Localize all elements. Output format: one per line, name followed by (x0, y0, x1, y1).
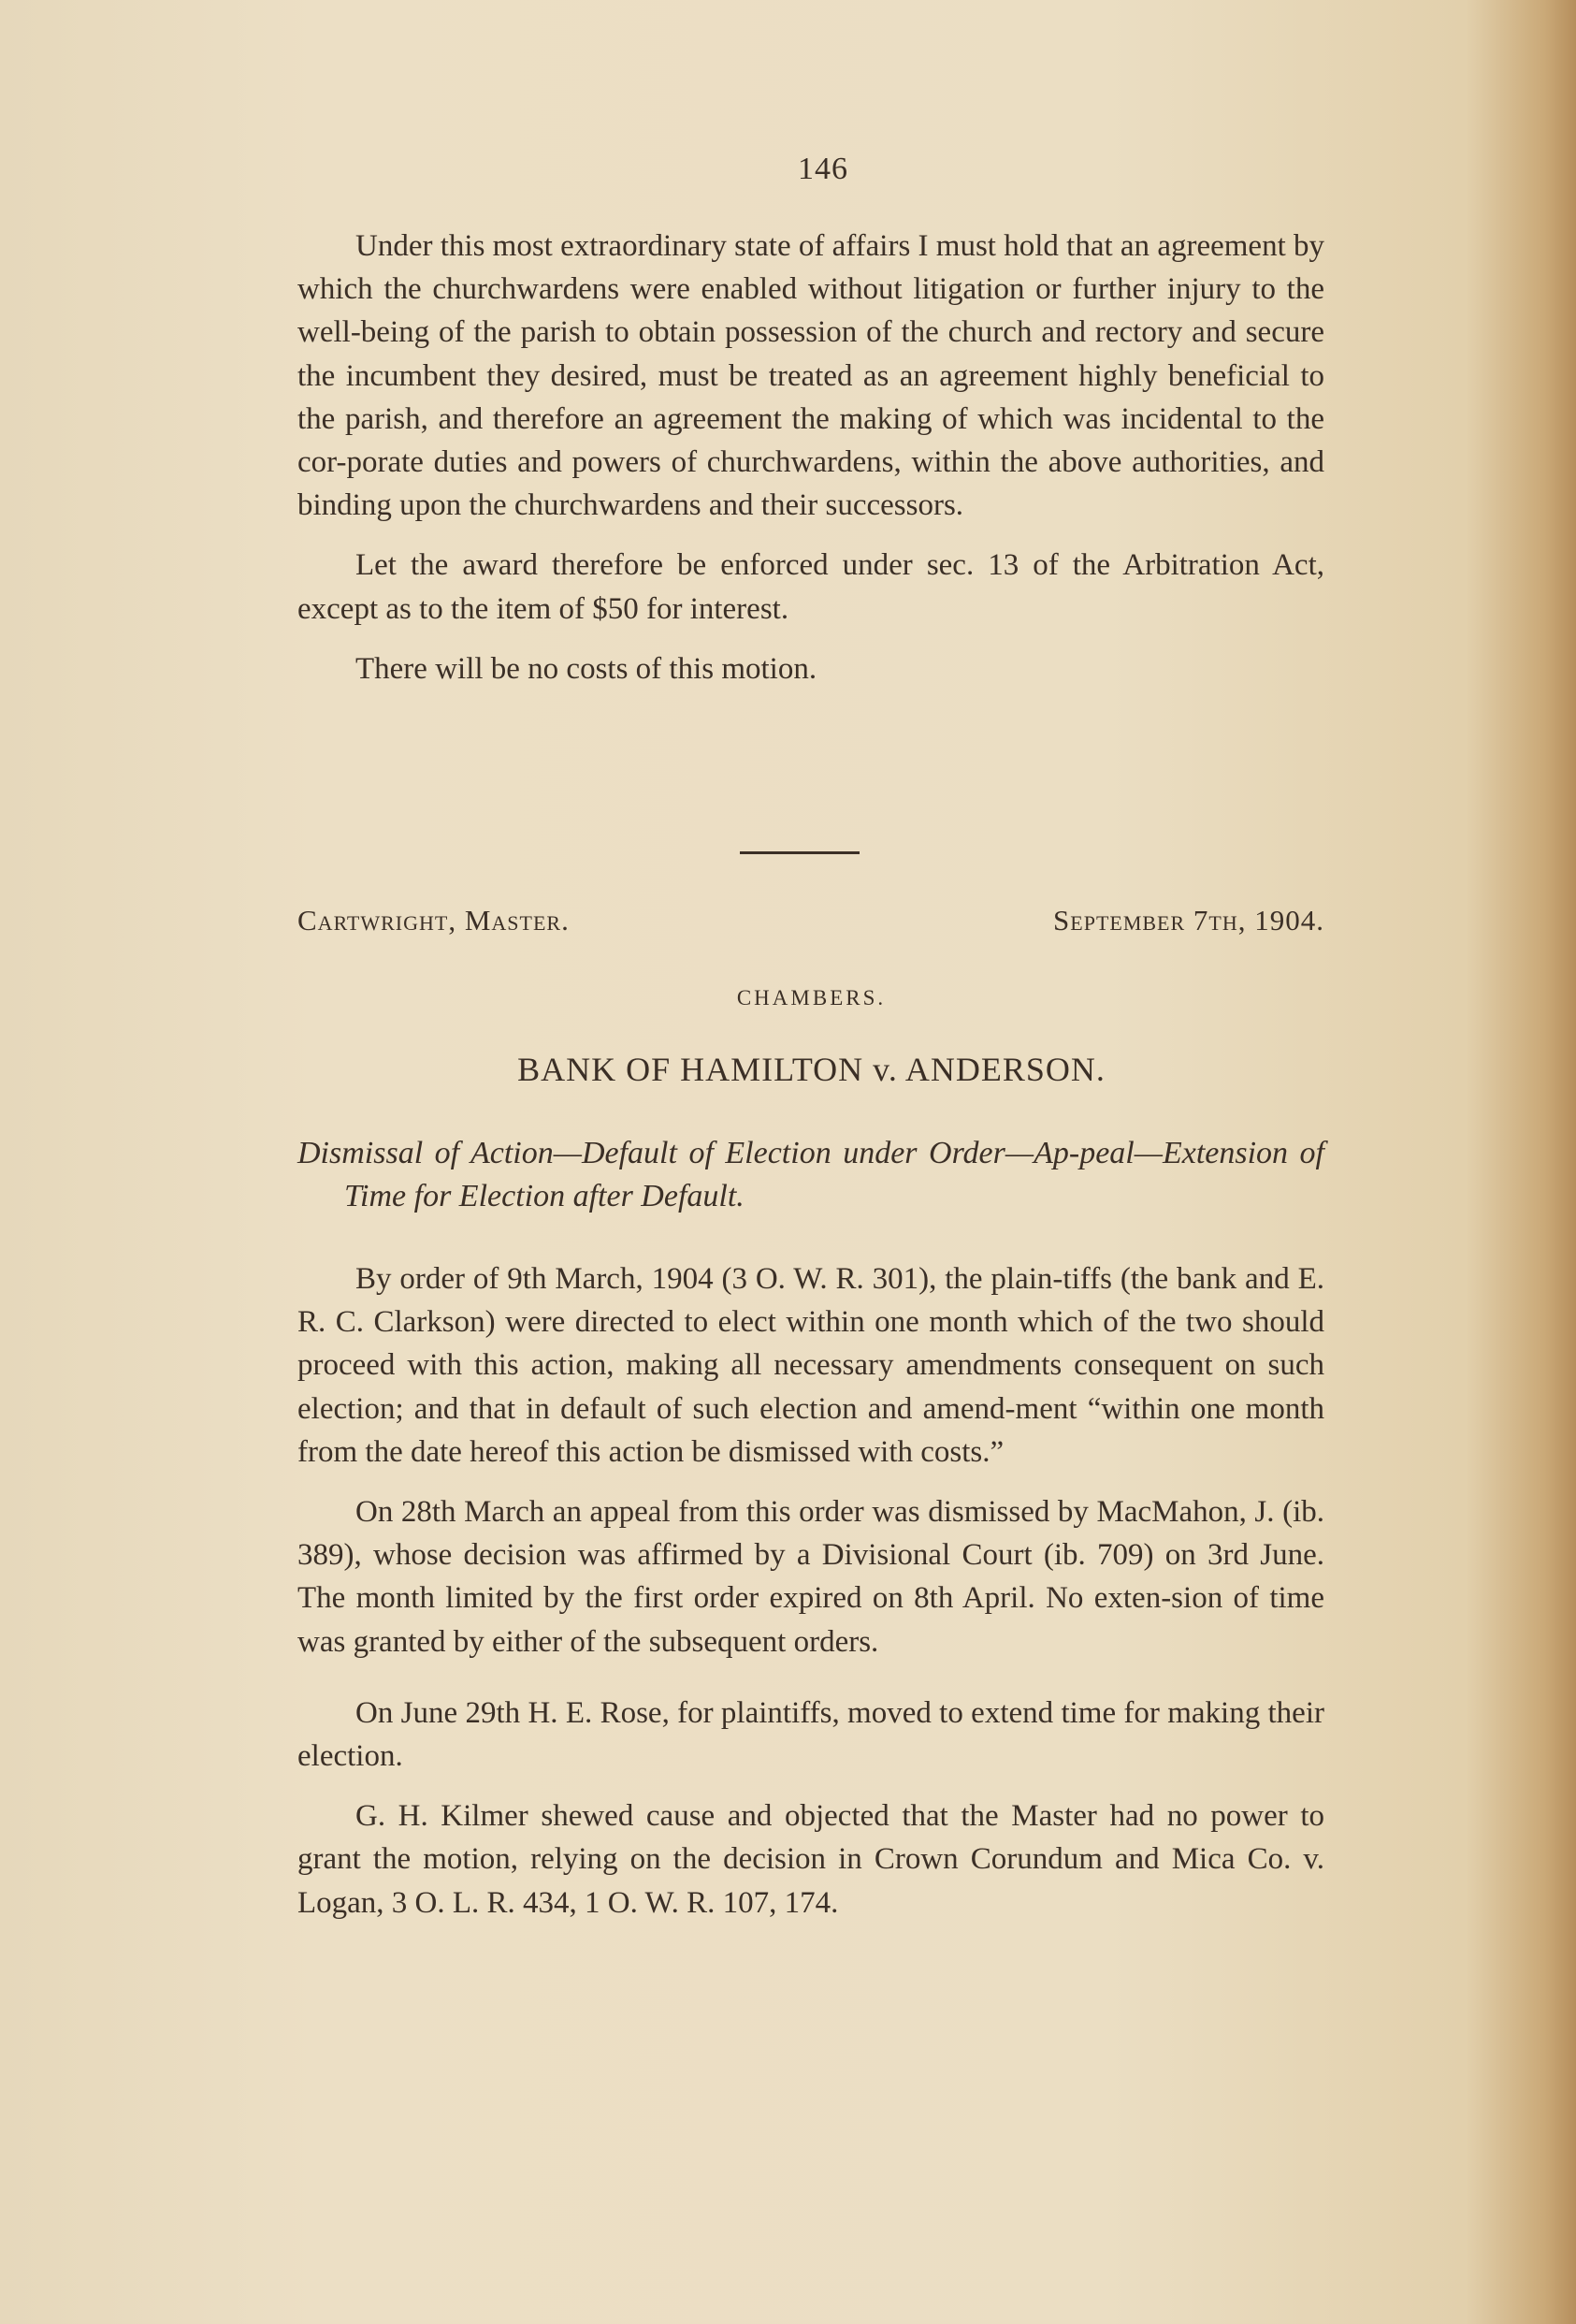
paragraph-appeal: On 28th March an appeal from this order was dismissed by MacMahon, J. (ib. 389), whose decision was affirmed by a Divisional Court (ib. 709) on 3rd June. The month limited by the first order expired on 8th April. No exten-sion of time was granted by either of the subsequent orders. (297, 1495, 1324, 1659)
headnote: Dismissal of Action—Default of Election under Order—Ap-peal—Extension of Time for Election after Default. (297, 1136, 1324, 1213)
section-divider (740, 851, 860, 854)
page-number: 146 (798, 152, 848, 186)
paragraph-holding: Under this most extraordinary state of affairs I must hold that an agreement by which the churchwardens were enabled without litigation or further injury to the well-being of the parish to obtain possession of the church and rectory and secure the incumbent they desired, must be treated as an agreement highly beneficial to the parish, and therefore an agreement the making of which was incidental to the cor-porate duties and powers of churchwardens, within the above authorities, and binding upon the churchwardens and their successors. (297, 229, 1324, 523)
paragraph-order: Let the award therefore be enforced under sec. 13 of the Arbitration Act, except as to the item of $50 for interest. (297, 548, 1324, 626)
judgment-conclusion (297, 225, 1324, 690)
paragraph-costs: There will be no costs of this motion. (355, 651, 817, 686)
judge-name: Cartwright, Master. (297, 904, 570, 937)
court-label: CHAMBERS. (736, 986, 887, 1009)
case-header (297, 904, 1324, 937)
decision-date: September 7th, 1904. (1053, 904, 1324, 937)
paragraph-cause: G. H. Kilmer shewed cause and objected that the Master had no power to grant the motion, relying on the decision in Crown Corundum and Mica Co. v. Logan, 3 O. L. R. 434, 1 O. W. R. 107, 174. (297, 1799, 1324, 1920)
case-body (297, 1257, 1324, 1925)
case-title: BANK OF HAMILTON v. ANDERSON. (517, 1051, 1106, 1088)
paragraph-motion: On June 29th H. E. Rose, for plaintiffs, moved to extend time for making their election. (297, 1695, 1324, 1774)
paragraph-facts: By order of 9th March, 1904 (3 O. W. R. 301), the plain-tiffs (the bank and E. R. C. Clarkson) were directed to elect within one month which of the two should proceed with this action, making all necessary amendments consequent on such election; and that in default of such election and amend-ment “within one month from the date hereof this action be dismissed with costs.” (297, 1262, 1324, 1469)
